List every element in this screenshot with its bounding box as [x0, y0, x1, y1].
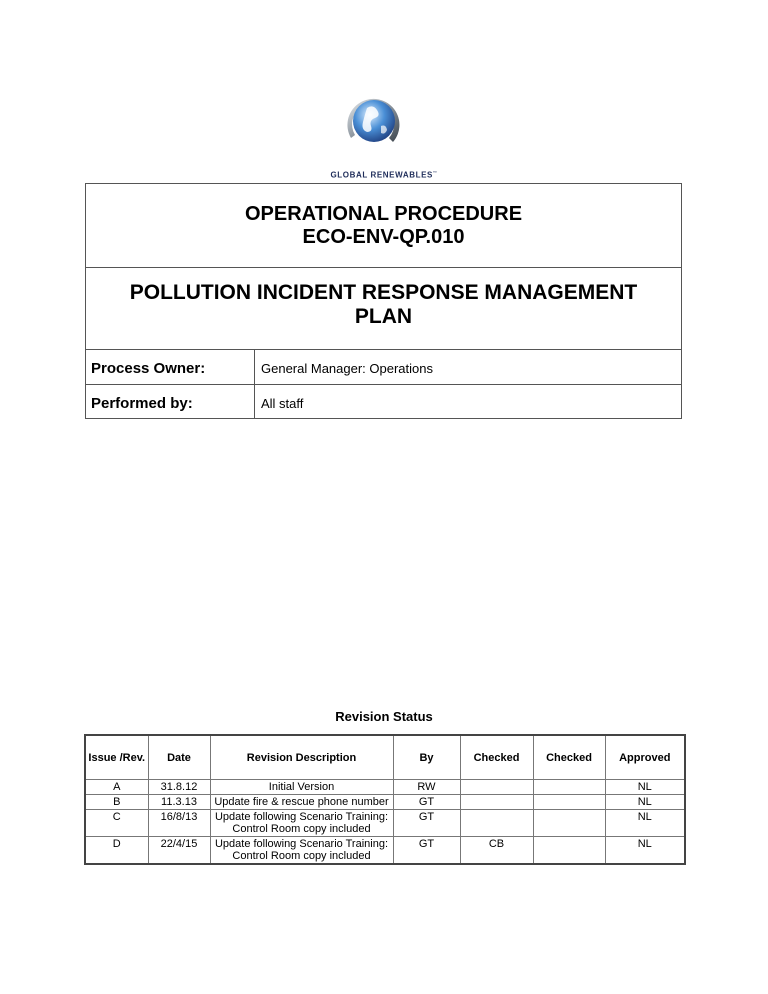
company-logo: [280, 82, 488, 182]
col-by: By: [393, 735, 460, 780]
globe-icon: [337, 88, 407, 158]
title-block: [85, 183, 682, 419]
revision-table: [84, 734, 686, 865]
revision-status-title: Revision Status: [335, 709, 433, 724]
procedure-title: [86, 203, 681, 249]
col-checked-1: Checked: [460, 735, 533, 780]
cell-date: 31.8.12: [148, 780, 210, 795]
cell-approved: NL: [605, 810, 685, 837]
cell-checked-2: [533, 810, 605, 837]
procedure-header: [86, 184, 681, 268]
performed-by-value: All staff: [261, 396, 304, 411]
plan-header: [86, 268, 681, 350]
plan-title: POLLUTION INCIDENT RESPONSE MANAGEMENT PLAN: [129, 281, 638, 328]
process-owner-value: General Manager: Operations: [261, 361, 433, 376]
cell-issue: B: [85, 795, 148, 810]
procedure-code: ECO-ENV-QP.010: [302, 226, 465, 248]
col-approved: Approved: [605, 735, 685, 780]
cell-checked-1: [460, 795, 533, 810]
table-row: [85, 837, 685, 865]
performed-by-label: Performed by:: [91, 395, 193, 412]
col-checked-2: Checked: [533, 735, 605, 780]
cell-approved: NL: [605, 795, 685, 810]
cell-date: 11.3.13: [148, 795, 210, 810]
cell-by: GT: [393, 795, 460, 810]
column-divider: [254, 350, 255, 419]
cell-description: Update following Scenario Training: Control Room copy included: [210, 837, 393, 865]
cell-checked-1: [460, 810, 533, 837]
procedure-type: OPERATIONAL PROCEDURE: [244, 203, 523, 225]
cell-by: GT: [393, 837, 460, 865]
cell-by: GT: [393, 810, 460, 837]
table-row: [85, 795, 685, 810]
cell-checked-2: [533, 837, 605, 865]
cell-description: Initial Version: [210, 780, 393, 795]
cell-checked-2: [533, 780, 605, 795]
table-row: [85, 780, 685, 795]
cell-approved: NL: [605, 837, 685, 865]
logo-wordmark: GLOBAL RENEWABLES™: [330, 170, 438, 180]
cell-description: Update following Scenario Training: Control Room copy included: [210, 810, 393, 837]
cell-date: 22/4/15: [148, 837, 210, 865]
process-owner-label: Process Owner:: [91, 360, 206, 377]
cell-description: Update fire & rescue phone number: [210, 795, 393, 810]
process-owner-row: [86, 350, 681, 385]
col-revision-description: Revision Description: [210, 735, 393, 780]
cell-issue: C: [85, 810, 148, 837]
cell-date: 16/8/13: [148, 810, 210, 837]
performed-by-row: [86, 385, 681, 419]
col-date: Date: [148, 735, 210, 780]
table-row: [85, 810, 685, 837]
cell-checked-1: [460, 780, 533, 795]
cell-issue: A: [85, 780, 148, 795]
col-issue-rev: Issue /Rev.: [85, 735, 148, 780]
cell-checked-1: CB: [460, 837, 533, 865]
cell-checked-2: [533, 795, 605, 810]
cell-issue: D: [85, 837, 148, 865]
cell-by: RW: [393, 780, 460, 795]
revision-header-row: [85, 735, 685, 780]
cell-approved: NL: [605, 780, 685, 795]
